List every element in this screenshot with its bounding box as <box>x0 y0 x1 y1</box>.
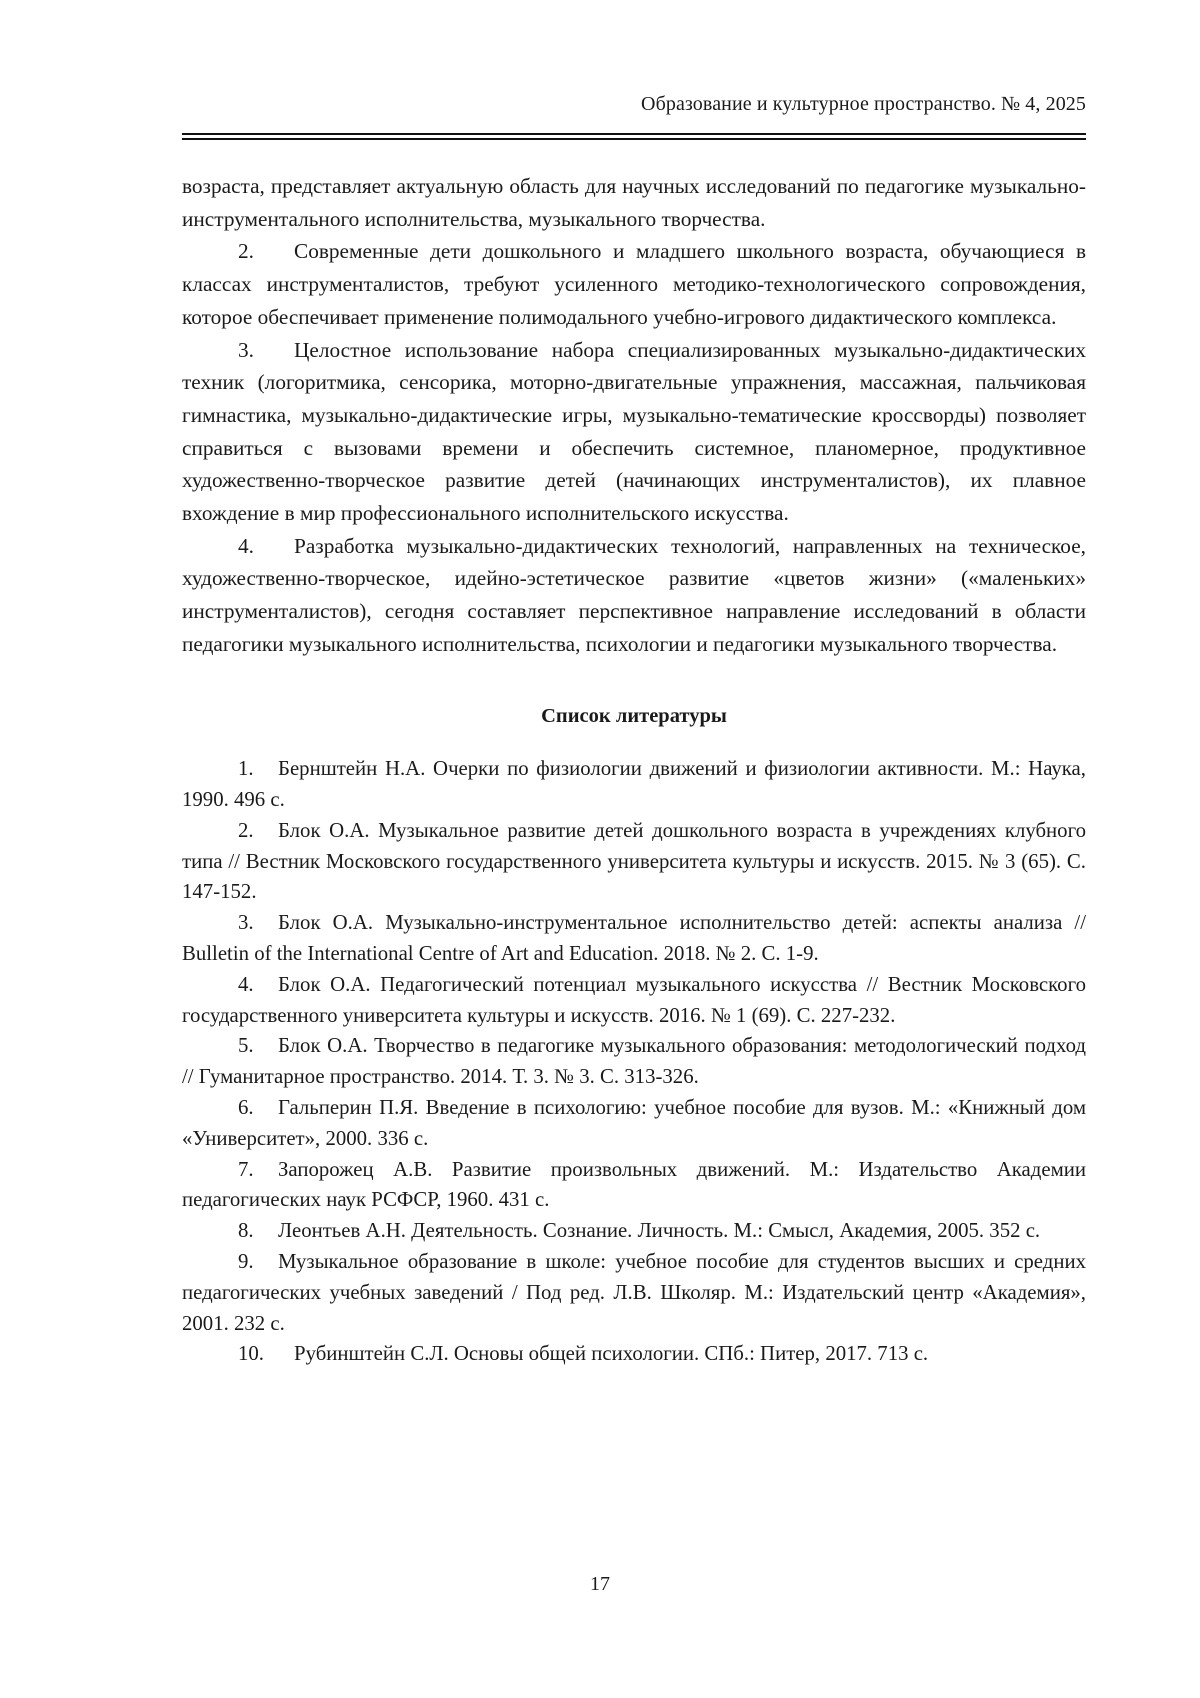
conclusion-text: Целостное использование набора специализированных музыкально-дидактических техник (логоритмика, сенсорика, моторно-двигательные упражнения, массажная, пальчиковая гимнастика, музыкально-дидактические игры, музыкально-тематические кроссворды) позволяет справиться с вызовами времени и обеспечить системное, планомерное, продуктивное художественно-творческое развитие детей (начинающих инструменталистов), их плавное вхождение в мир профессионального исполнительского искусства. <box>182 337 1086 526</box>
references-list <box>182 754 1086 1370</box>
reference-item <box>182 1339 1086 1370</box>
header-rule-bottom <box>182 138 1086 140</box>
reference-text: Рубинштейн С.Л. Основы общей психологии. СПб.: Питер, 2017. 713 с. <box>294 1342 929 1366</box>
reference-number: 9. <box>238 1250 254 1273</box>
reference-item <box>182 1216 1086 1247</box>
reference-text: Музыкальное образование в школе: учебное пособие для студентов высших и средних педагогических учебных заведений / Под ред. Л.В. Школяр. М.: Издательский центр «Академия», 2001. 232 с. <box>182 1250 1086 1335</box>
reference-text: Бернштейн Н.А. Очерки по физиологии движений и физиологии активности. М.: Наука, 1990. 496 с. <box>182 757 1086 812</box>
reference-number: 7. <box>238 1157 254 1181</box>
conclusion-text: Разработка музыкально-дидактических технологий, направленных на техническое, художественно-творческое, идейно-эстетическое развитие «цветов жизни» («маленьких» инструменталистов), сегодня составляет перспективное направление исследований в области педагогики музыкального исполнительства, психологии и педагогики музыкального творчества. <box>182 533 1086 656</box>
reference-item <box>182 1247 1086 1339</box>
reference-text: Леонтьев А.Н. Деятельность. Сознание. Личность. М.: Смысл, Академия, 2005. 352 с. <box>278 1219 1041 1243</box>
page-content <box>182 170 1086 1370</box>
intro-paragraph: возраста, представляет актуальную область для научных исследований по педагогике музыкально-инструментального исполнительства, музыкального творчества. <box>182 174 1086 231</box>
reference-text: Блок О.А. Творчество в педагогике музыкального образования: методологический подход // Гуманитарное пространство. 2014. Т. 3. № 3. С. 313-326. <box>182 1034 1086 1089</box>
conclusion-text: Современные дети дошкольного и младшего школьного возраста, обучающиеся в классах инструменталистов, требуют усиленного методико-технологического сопровождения, которое обеспечивает применение полимодального учебно-игрового дидактического комплекса. <box>182 239 1086 329</box>
conclusion-number: 4. <box>238 533 254 558</box>
conclusion-number: 3. <box>238 337 254 362</box>
reference-item <box>182 970 1086 1032</box>
references-heading: Список литературы <box>541 704 727 727</box>
reference-text: Гальперин П.Я. Введение в психологию: учебное пособие для вузов. М.: «Книжный дом «Университет», 2000. 336 с. <box>182 1096 1086 1150</box>
conclusion-number: 2. <box>238 239 254 264</box>
journal-header: Образование и культурное пространство. № 4, 2025 <box>641 93 1086 115</box>
reference-item <box>182 1031 1086 1093</box>
reference-text: Блок О.А. Музыкально-инструментальное исполнительство детей: аспекты анализа // Bulletin of the International Centre of Art and Education. 2018. № 2. С. 1-9. <box>182 911 1086 966</box>
page-number: 17 <box>590 1573 610 1595</box>
reference-text: Блок О.А. Педагогический потенциал музыкального искусства // Вестник Московского государственного университета культуры и искусств. 2016. № 1 (69). С. 227-232. <box>182 972 1086 1027</box>
reference-item <box>182 816 1086 908</box>
header-rule-top <box>182 133 1086 135</box>
conclusion-item <box>182 530 1086 661</box>
reference-number: 3. <box>238 911 254 935</box>
reference-number: 4. <box>238 972 254 996</box>
reference-item <box>182 1093 1086 1155</box>
reference-item <box>182 908 1086 970</box>
reference-number: 5. <box>238 1034 254 1058</box>
reference-number: 6. <box>238 1096 254 1120</box>
reference-number: 1. <box>238 757 254 781</box>
reference-number: 10. <box>238 1342 264 1366</box>
reference-item <box>182 754 1086 816</box>
reference-number: 2. <box>238 818 254 842</box>
reference-text: Блок О.А. Музыкальное развитие детей дошкольного возраста в учреждениях клубного типа // Вестник Московского государственного университета культуры и искусств. 2015. № 3 (65). С. 147-152. <box>182 818 1086 904</box>
reference-text: Запорожец А.В. Развитие произвольных движений. М.: Издательство Академии педагогических наук РСФСР, 1960. 431 с. <box>182 1157 1086 1212</box>
conclusion-item <box>182 334 1086 530</box>
reference-item <box>182 1155 1086 1217</box>
conclusion-item <box>182 235 1086 333</box>
reference-number: 8. <box>238 1219 254 1243</box>
